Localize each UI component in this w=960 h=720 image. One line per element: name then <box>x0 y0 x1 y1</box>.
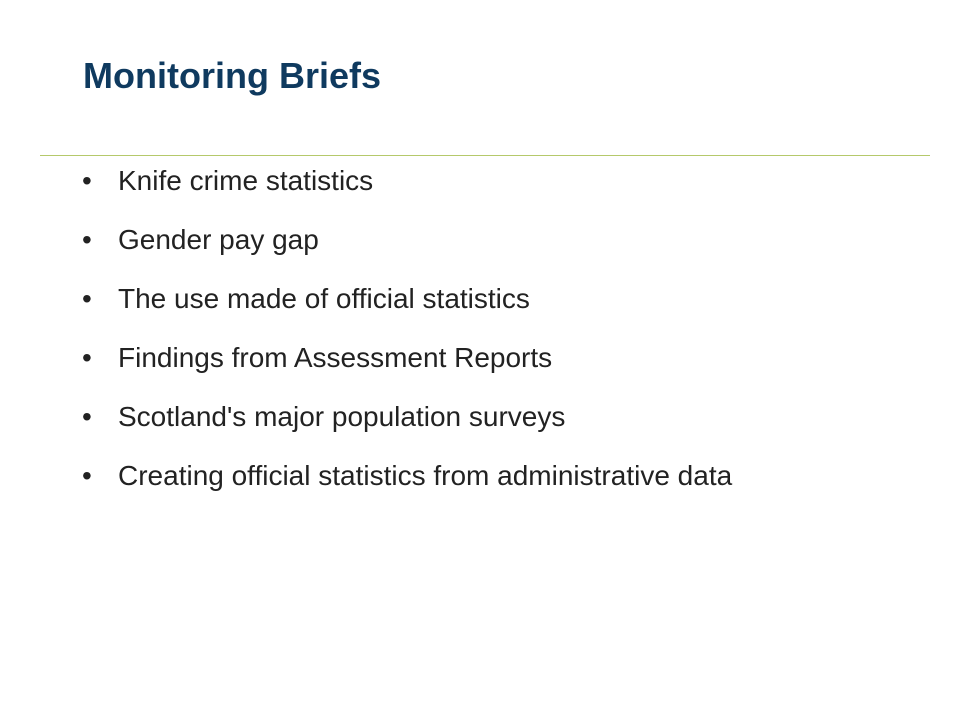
bullet-dot-icon: • <box>82 460 92 491</box>
bullet-text: The use made of official statistics <box>118 283 530 314</box>
bullet-list <box>82 164 882 518</box>
bullet-item <box>82 223 882 256</box>
bullet-text: Creating official statistics from administrative data <box>118 460 733 491</box>
bullet-text: Scotland's major population surveys <box>118 401 566 432</box>
title-divider <box>40 155 930 156</box>
bullet-dot-icon: • <box>82 165 92 196</box>
slide-title: Monitoring Briefs <box>83 55 381 96</box>
bullet-item <box>82 164 882 197</box>
bullet-text: Gender pay gap <box>118 224 319 255</box>
bullet-text: Knife crime statistics <box>118 165 374 196</box>
bullet-item <box>82 459 882 492</box>
bullet-item <box>82 282 882 315</box>
bullet-item <box>82 400 882 433</box>
bullet-dot-icon: • <box>82 401 92 432</box>
bullet-dot-icon: • <box>82 283 92 314</box>
bullet-text: Findings from Assessment Reports <box>118 342 553 373</box>
bullet-dot-icon: • <box>82 224 92 255</box>
bullet-dot-icon: • <box>82 342 92 373</box>
bullet-item <box>82 341 882 374</box>
